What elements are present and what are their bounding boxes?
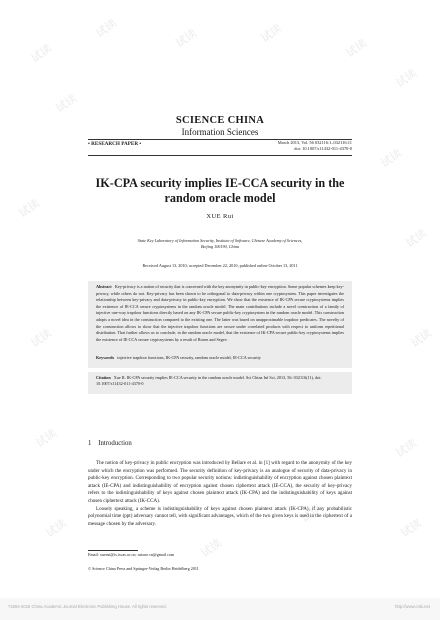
issue-info: [278, 140, 352, 152]
publication-dates: Received August 13, 2010; accepted December 22, 2010; published online October 13, 2011: [142, 263, 298, 268]
footer-url: http://www.cnki.net: [395, 604, 430, 609]
citation-text: Xue R. IK-CPA security implies IE-CCA security in the random oracle model. Sci China Inf Sci, 2013, 56: 032116(11), doi: 10.1007/s11432-011-4370-0: [96, 375, 322, 386]
watermark-stamp: 试读: [408, 326, 435, 351]
watermark-stamp: 试读: [258, 21, 285, 46]
watermark-stamp: 试读: [16, 196, 43, 221]
watermark-stamp: 试读: [298, 501, 325, 526]
watermark-stamp: 试读: [43, 516, 70, 541]
watermark-stamp: 试读: [53, 91, 80, 116]
header-rule-bottom: [88, 155, 352, 156]
watermark-stamp: 试读: [378, 146, 405, 171]
section-number: 1: [88, 440, 92, 447]
author-email: Email: xuerui@is.iscas.ac.cn; ruixue.cn@gmail.com: [88, 552, 175, 557]
intro-paragraph-2: Loosely speaking, a scheme is indistinguishability of keys against chosen plaintext attack (IK-CPA), if any probabilistic polynomial time (ppt) adversary cannot tell, with significant advantages, which of the two given keys is used in the ciphertext of a message chosen by the adversary.: [88, 505, 352, 527]
section-label: • RESEARCH PAPER •: [88, 141, 142, 147]
keywords-label: Keywords: [96, 355, 115, 360]
footer-bar: [0, 598, 440, 620]
footer-publisher-notice: ?1994-2015 China Academic Journal Electronic Publishing House. All rights reserved.: [8, 604, 167, 609]
issue-volume: March 2013, Vol. 56 032116:1–032116:11: [277, 140, 352, 145]
watermark-stamp: 试读: [343, 36, 370, 61]
watermark-stamp: 试读: [393, 66, 420, 91]
watermark-stamp: 试读: [393, 436, 420, 461]
abstract-label: Abstract: [96, 284, 112, 289]
affiliation-line-1: State Key Laboratory of Information Security, Institute of Software, Chinese Academy of Sciences,: [137, 238, 303, 243]
watermark-stamp: 试读: [173, 26, 200, 51]
paper-title-line-1: IK-CPA security implies IE-CCA security in the: [95, 176, 345, 190]
copyright-notice: © Science China Press and Springer-Verlag Berlin Heidelberg 2011: [88, 566, 199, 571]
citation-label: Citation: [96, 375, 111, 380]
section-heading-introduction: [88, 440, 132, 447]
citation: [96, 375, 344, 387]
watermark-stamp: 试读: [93, 16, 120, 41]
abstract-text: Key-privacy is a notion of security that is concerned with the key anonymity in public-key encryption. Some popular schemes keep key-privacy, while others do not. Key-privacy has been shown to be orthogonal to data-privacy within one cryptosystem. This paper investigates the relationship between key-privacy and data-privacy in public-key encryption. We show that the existence of IK-CPA secure cryptosystems implies the existence of IE-CCA secure cryptosystems in the random oracle model. The main contributions include a novel construction of a family of injective one-way trapdoor functions directly based on any IK-CPA secure public-key cryptosystem in the random oracle model. This construction adopts a novel idea in the construction compared to the existing one. The latter was based on unapproximable trapdoor predicates. The novelty of the construction allows to show that the injective trapdoor functions are secure under correlated products with respect to uniform repetitional distribution. That further allows us to conclude, in the random oracle model, that the existence of IK-CPA secure public-key cryptosystems implies the existence of IE-CCA secure cryptosystems by a result of Rosen and Segev.: [96, 284, 344, 342]
section-title: Introduction: [98, 440, 132, 447]
issue-doi: doi: 10.1007/s11432-011-4370-0: [294, 146, 352, 151]
journal-subtitle: Information Sciences: [181, 127, 259, 137]
intro-paragraph-1: The notion of key-privacy in public encryption was introduced by Bellare et al. in [1] with regard to the anonymity of the key under which the encryption was performed. The security definition of key-privacy is an analogue of security of data-privacy in public-key encryption. Corresponding to two popular security notions: indistinguishability of encryption against chosen plaintext attack (IE-CPA) and indistinguishability of encryption against chosen ciphertext attack (IE-CCA), the security of key-privacy refers to the indistinguishability of keys against chosen plaintext attack (IK-CPA) and the indistinguishability of keys against chosen ciphertext attack (IK-CCA).: [88, 460, 352, 504]
watermark-stamp: 试读: [28, 326, 55, 351]
affiliation: [105, 238, 335, 250]
watermark-stamp: 试读: [198, 536, 225, 561]
affiliation-line-2: Beijing 100190, China: [200, 244, 240, 249]
journal-name: SCIENCE CHINA: [175, 115, 265, 126]
introduction-body: [88, 460, 352, 528]
keywords-text: injective trapdoor functions, IK-CPA security, random oracle model, IE-CCA security: [117, 355, 261, 360]
watermark-stamp: 试读: [398, 516, 425, 541]
watermark-stamp: 试读: [33, 426, 60, 451]
watermark-stamp: 试读: [28, 41, 55, 66]
paper-title-line-2: random oracle model: [164, 191, 276, 205]
paper-title: [0, 176, 440, 206]
author: XUE Rui: [206, 213, 234, 220]
abstract: [96, 284, 344, 343]
footnote-rule: [88, 550, 138, 551]
watermark-stamp: 试读: [403, 226, 430, 251]
keywords: [96, 355, 344, 360]
